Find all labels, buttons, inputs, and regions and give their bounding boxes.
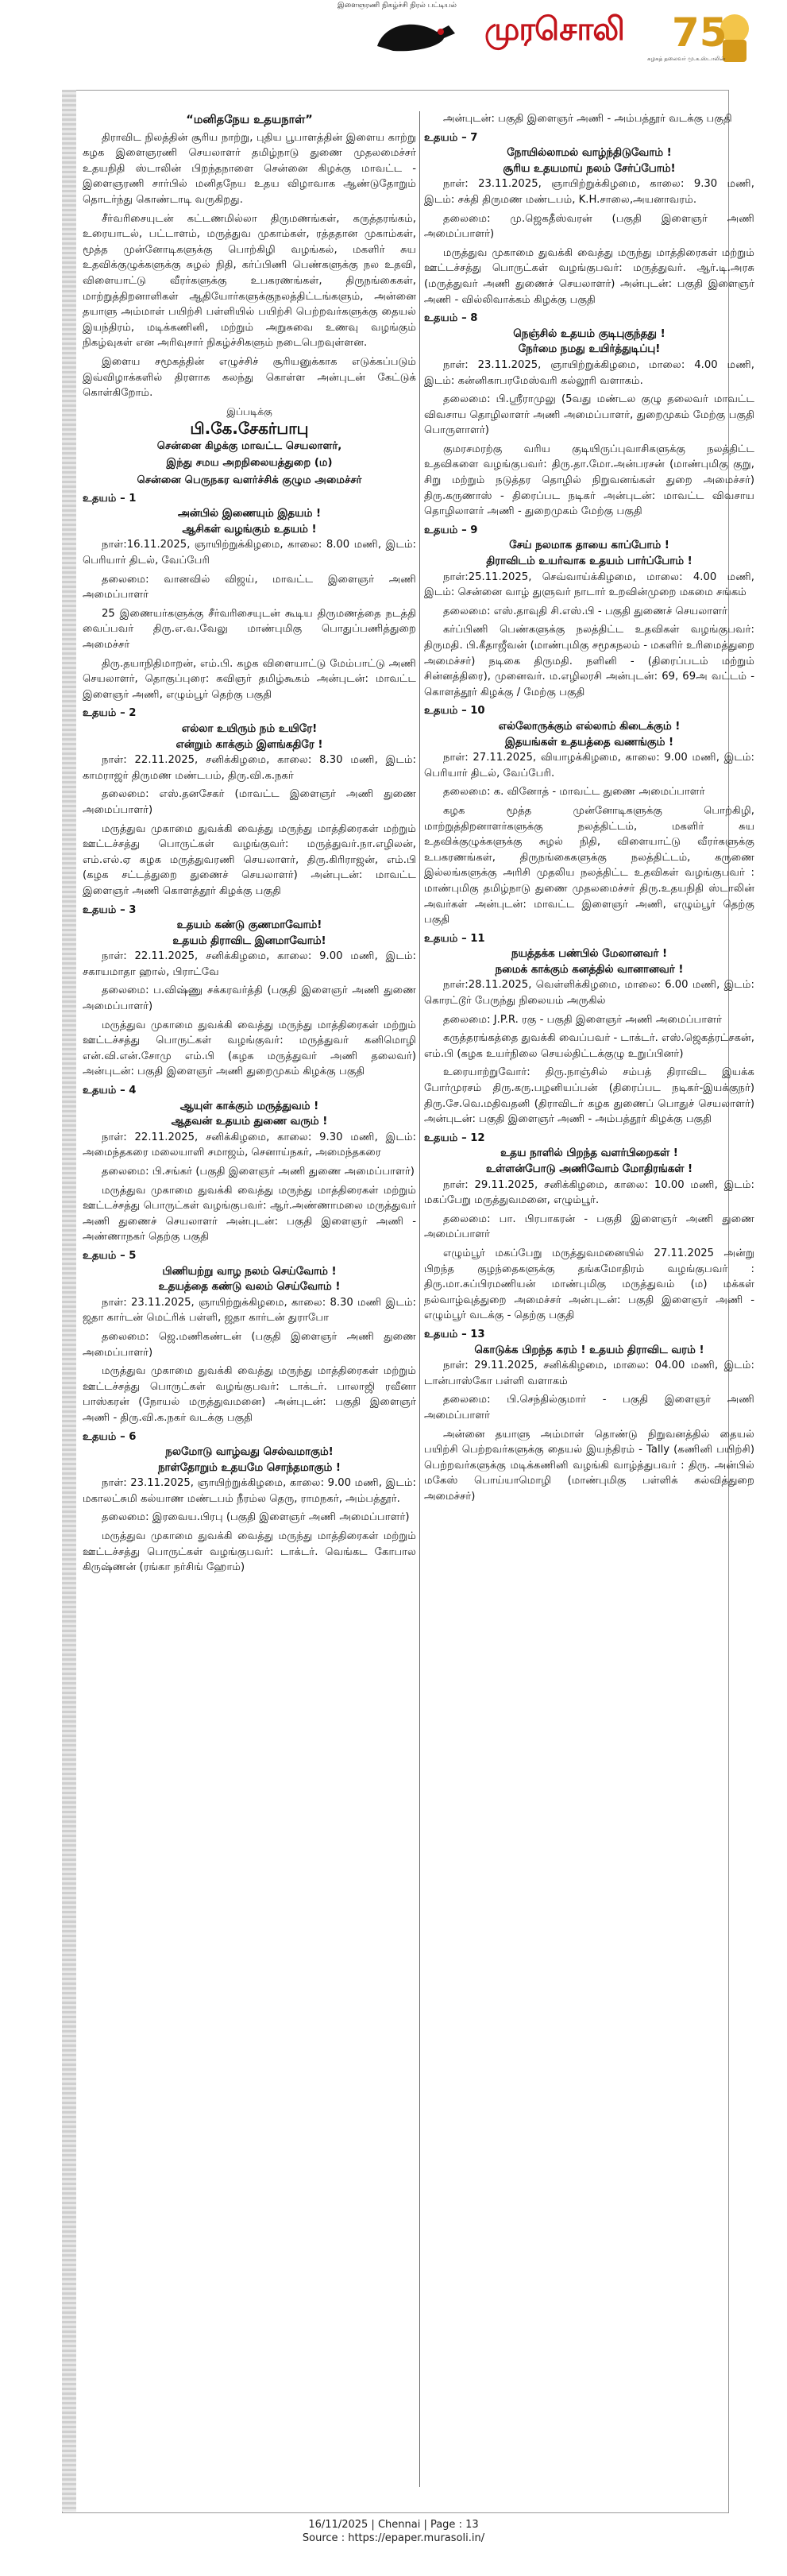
article-title: “மனிதநேய உதயநாள்” (186, 114, 313, 126)
event-slogan: உதயம் கண்டு குணமாவோம்! (176, 919, 322, 932)
event-detail: தலைமை: வானவில் விஜய், மாவட்ட இளைஞர் அணி அமைப்பாளர் (83, 573, 416, 601)
event-slogan: அன்பில் இணையும் இதயம் ! (177, 508, 322, 520)
page-footer (0, 2517, 787, 2546)
event-detail: திரு.தயாநிதிமாறன், எம்.பி. கழக விளையாட்டு மேம்பாட்டு அணி செயலாளர், தொகுப்புரை: கவிஞர் தமிழ்கூகம் அன்புடன்: மாவட்ட இளைஞர் அணி, எழும்பூர் தெற்கு பகுதி (83, 657, 416, 701)
event-heading: உதயம் – 6 (83, 1430, 137, 1443)
event-detail: நாள்: 23.11.2025, ஞாயிற்றுக்கிழமை, காலை: 9.00 மணி, இடம்: மகாலட்சுமி கல்யாண மண்டபம் நீரம்ல தெரு, ராமநகர், அம்பத்தூர். (83, 1477, 416, 1505)
event-heading: உதயம் – 8 (424, 312, 478, 325)
event-detail: 25 இணையர்களுக்கு சீர்வரிசையுடன் கூடிய திருமணத்தை நடத்தி வைப்பவர் திரு.எ.வ.வேலு மாண்புமிகு பொதுப்பணித்துறை அமைச்சர் (83, 607, 416, 651)
event-detail: கருத்தரங்கத்தை துவக்கி வைப்பவர் - டாக்டர். எஸ்.ஜெகத்ரட்சகன், எம்.பி (கழக உயர்நிலை செயல்திட்டக்குழு உறுப்பினர்) (424, 1032, 754, 1060)
event-slogan: உள்ளன்போடு அணிவோம் மோதிரங்கள் ! (485, 1163, 693, 1175)
event-slogan: நயத்தக்க பண்பில் மேலானவர் ! (511, 948, 668, 961)
intro-paragraph: திராவிட நிலத்தின் சூரிய நாற்று, புதிய பூபாளத்தின் இளைய காற்று கழக இளைஞரணி செயலாளர் தமிழ்நாடு துணை முதலமைச்சர் உதயநிதி ஸ்டாலின் பிறந்தநாளை சென்னை கிழக்கு மாவட்ட - இளைஞரணி சார்பில் மனிதநேய உதய விழாவாக ஆண்டுதோறும் தொடர்ந்து கொண்டாடி வருகிறது. (83, 131, 416, 206)
event-detail: நாள்: 22.11.2025, சனிக்கிழமை, காலை: 8.30 மணி, இடம்: காமராஜர் திருமண மண்டபம், திரு.வி.க.நகர் (83, 754, 416, 782)
event-detail: அன்னை தயாளு அம்மாள் தொண்டு நிறுவனத்தில் தையல் பயிற்சி பெற்றவர்களுக்கு தையல் இயந்திரம் - Tally (கணினி பயிற்சி) பெற்றவர்களுக்கு மடிக்கணினி வழங்கி வாழ்த்துபவர் : திரு. அன்பில் மகேஸ் பொய்யாமொழி (மாண்புமிகு பள்ளிக் கல்வித்துறை அமைச்சர்) (424, 1428, 754, 1503)
event-slogan: நமைக் காக்கும் கனத்தில் வானானவர் ! (495, 963, 684, 976)
intro-paragraph: சீர்வரிசையுடன் கட்டணமில்லா திருமணங்கள், கருத்தரங்கம், உரையாடல், பட்டாளம், மருத்துவ முகாம்கள், ரத்ததான முகாம்கள், மூத்த முன்னோடிகளுக்கு பொற்கிழி வழங்கல், மகளிர் சுய உதவிக்குழுக்களுக்கு சுழல் நிதி, கர்ப்பிணி பெண்களுக்கு நல உதவி, விளையாட்டு வீரர்களுக்கு உபகரணங்கள், திருநங்கைகள், மாற்றுத்திறனாளிகள் ஆதியோர்களுக்குநலத்திட்டங்களும், அன்னை தயாளு அம்மாள் பயிற்சி பள்ளியில் பயிற்சி பெற்றவர்களுக்கு தையல் இயந்திரம், மடிக்கணினி, மற்றும் அறுசுவை உணவு வழங்கும் நிகழ்வுகள் என அரிவுசார் நிகழ்ச்சிகளும் நடைபெறவுள்ளன. (83, 212, 416, 350)
event-slogan: கொடுக்க பிறந்த கரம் ! உதயம் திராவிட வரம் ! (474, 1344, 704, 1356)
event-detail: மருத்துவ முகாமை துவக்கி வைத்து மருந்து மாத்திரைகள் மற்றும் ஊட்டச்சத்து பொருட்கள் வழங்குபவர்: ஆர்.அண்ணாமலை மருத்துவர் அணி துணைச் செயலாளர் அன்புடன்: பகுதி இளைஞர் அணி - அண்ணாநகர் தெற்கு பகுதி (83, 1184, 416, 1244)
event-detail: அன்புடன்: பகுதி இளைஞர் அணி - அம்பத்தூர் வடக்கு பகுதி (443, 113, 732, 125)
event-detail: தலைமை: ப.விஷ்ணு சக்கரவர்த்தி (பகுதி இளைஞர் அணி துணை அமைப்பாளர்) (83, 984, 416, 1013)
event-heading: உதயம் – 2 (83, 707, 137, 720)
event-detail: தலைமை: இரவைய.பிரபு (பகுதி இளைஞர் அணி அமைப்பாளர்) (102, 1511, 410, 1524)
event-detail: நாள்: 23.11.2025, ஞாயிற்றுக்கிழமை, காலை: 8.30 மணி இடம்: ஜதா கார்டன் மெட்ரிக் பள்ளி, ஜதா கார்டன் துராபோ (83, 1296, 416, 1325)
masthead (0, 0, 787, 73)
signatory-role: சென்னை கிழக்கு மாவட்ட செயலாளர், (156, 439, 342, 452)
masthead-subtitle: கழகத் தலைவர் மு.க.ஸ்டாலின் (647, 56, 726, 62)
signatory-name: பி.கே.சேகர்பாபு (190, 419, 309, 439)
event-detail: தலைமை: மு.ஜெகதீஸ்வரன் (பகுதி இளைஞர் அணி அமைப்பாளர்) (424, 212, 754, 241)
event-detail: உரையாற்றுவோர்: திரு.நாஞ்சில் சம்பத் திராவிட இயக்க போர்முரசம் திரு.கரு.பழனியப்பன் (திரைப்பட நடிகர்-இயக்குநர்) திரு.சே.வெ.மதிவதனி (திராவிடர் கழக துணைப் பொதுச் செயலாளர்) அன்புடன்: பகுதி இளைஞர் அணி - அம்பத்தூர் கிழக்கு பகுதி (424, 1066, 754, 1126)
signatory-role: சென்னை பெருநகர வளர்ச்சிக் குழும அமைச்சர் (137, 474, 362, 487)
event-detail: கர்ப்பிணி பெண்களுக்கு நலத்திட்ட உதவிகள் வழங்குபவர்: திருமதி. பி.கீதாஜீவன் (மாண்புமிகு சமூகநலம் - மகளிர் உரிமைத்துறை அமைச்சர்) நடிகை திருமதி. நளினி - (திரைப்படம் மற்றும் சின்னத்திரை), முனைவர். ம.எழிலரசி அன்புடன்: 69, 69அ வட்டம் - கொளத்தூர் கிழக்கு / மேற்கு பகுதி (424, 624, 754, 698)
event-slogan: பிணியற்று வாழ நலம் செய்வோம் ! (162, 1265, 337, 1278)
event-slogan: ஆதவன் உதயம் துணை வரும் ! (171, 1116, 328, 1128)
event-detail: தலைமை: பி.ஸ்ரீராமுலு (5வது மண்டல குழு தலைவர் மாவட்ட விவசாய தொழிலாளர் அணி அமைப்பாளர், துறைமுகம் மேற்கு பகுதி பொருளாளர்) (424, 393, 754, 437)
event-slogan: உதய நாளில் பிறந்த வளர்பிறைகள் ! (500, 1147, 678, 1160)
event-detail: தலைமை: ஜெ.மணிகண்டன் (பகுதி இளைஞர் அணி துணை அமைப்பாளர்) (83, 1330, 416, 1359)
event-detail: கழக மூத்த முன்னோடிகளுக்கு பொற்கிழி, மாற்றுத்திறனாளர்களுக்கு நலத்திட்டம், மகளிர் சுய உதவிக்குழுக்களுக்கு சுழல் நிதி, விளையாட்டு வீரர்களுக்கு உபகரணங்கள், திருநங்கைகளுக்கு நலத்திட்டம், கருணை இல்லங்களுக்கு அரிசி முதலிய நலத்திட்ட உதவிகள் வழங்குபவர் : மாண்புமிகு தமிழ்நாடு துணை முதலமைச்சர் திரு.உதயநிதி ஸ்டாலின் அவர்கள் அன்புடன்: மாவட்ட இளைஞர் அணி, எழும்பூர் தெற்கு பகுதி (424, 804, 754, 926)
event-slogan: நோயில்லாமல் வாழ்ந்திடுவோம் ! (507, 147, 672, 160)
event-detail: தலைமை: க. வினோத் - மாவட்ட துணை அமைப்பாளர் (443, 786, 705, 799)
event-slogan: நாள்தோறும் உதயமே சொந்தமாகும் ! (157, 1461, 341, 1474)
event-detail: தலைமை: எஸ்.தனசேகர் (மாவட்ட இளைஞர் அணி துணை அமைப்பாளர்) (83, 788, 416, 816)
event-detail: நாள்:16.11.2025, ஞாயிற்றுக்கிழமை, காலை: 8.00 மணி, இடம்: பெரியார் திடல், வேப்பேரி (83, 539, 416, 567)
event-heading: உதயம் – 13 (424, 1328, 485, 1340)
event-slogan: எல்லோருக்கும் எல்லாம் கிடைக்கும் ! (498, 720, 681, 733)
event-detail: மருத்துவ முகாமை துவக்கி வைத்து மருந்து மாத்திரைகள் மற்றும் ஊட்டச்சத்து பொருட்கள் வழங்குபவர்: டாக்டர். பாலாஜி ரவீனா பாஸ்கரன் (நோயல் மருத்துவமனை) அன்புடன்: பகுதி இளைஞர் அணி - திரு.வி.க.நகர் வடக்கு பகுதி (83, 1365, 416, 1424)
page-edge (62, 90, 76, 2512)
event-slogan: திராவிடம் உயர்வாக உதயம் பார்ப்போம் ! (486, 555, 692, 568)
newspaper-title: முரசொலி (484, 11, 624, 48)
event-slogan: ஆயுள் காக்கும் மருத்துவம் ! (179, 1100, 319, 1112)
event-detail: தலைமை: எஸ்.தாவுதி சி.எஸ்.பி - பகுதி துணைச் செயலாளர் (443, 605, 727, 617)
event-detail: எழும்பூர் மகப்பேறு மருத்துவமனையில் 27.11.2025 அன்று பிறந்த குழந்தைகளுக்கு தங்கமோதிரம் வழங்குபவர் : திரு.மா.சுப்பிரமணியன் மாண்புமிகு மருத்துவம் (ம) மக்கள் நல்வாழ்வுத்துறை அமைச்சர் அன்புடன்: பகுதி இளைஞர் அணி - எழும்பூர் வடக்கு - தெற்கு பகுதி (424, 1247, 754, 1322)
event-detail: தலைமை: J.P.R. ரகு - பகுதி இளைஞர் அணி அமைப்பாளர் (443, 1013, 723, 1026)
event-slogan: நலமோடு வாழ்வது செல்வமாகும்! (165, 1446, 334, 1459)
event-slogan: நெஞ்சில் உதயம் குடிபுகுந்தது ! (513, 327, 665, 340)
footer-date-page: 16/11/2025 | Chennai | Page : 13 (308, 2519, 479, 2531)
event-slogan: என்றும் காக்கும் இளங்கதிரே ! (176, 738, 323, 751)
event-slogan: சூரிய உதயமாய் நலம் சேர்ப்போம்! (503, 162, 676, 175)
left-column (83, 111, 416, 1579)
event-detail: நாள்: 23.11.2025, ஞாயிற்றுக்கிழமை, மாலை: 4.00 மணி, இடம்: கன்னிகாபரமேஸ்வரி கல்லூரி வளாகம். (424, 358, 754, 387)
column-divider (419, 111, 420, 2487)
event-heading: உதயம் – 9 (424, 524, 478, 536)
signature-label: இப்படிக்கு (226, 405, 272, 417)
event-heading: உதயம் – 1 (83, 492, 137, 505)
event-detail: மருத்துவ முகாமை துவக்கி வைத்து மருந்து மாத்திரைகள் மற்றும் ஊட்டச்சத்து பொருட்கள் வழங்குபவர்: மருத்துவர். ஆர்.டி.அரசு (மருத்துவர் அணி துணைச் செயலாளர்) அன்புடன்: பகுதி இளைஞர் அணி - வில்லிவாக்கம் கிழக்கு பகுதி (424, 246, 754, 306)
footer-source-link[interactable]: Source : https://epaper.murasoli.in/ (302, 2532, 485, 2544)
event-heading: உதயம் – 11 (424, 932, 485, 945)
event-heading: உதயம் – 12 (424, 1131, 485, 1144)
event-detail: தலைமை: பி.சங்கர் (பகுதி இளைஞர் அணி துணை அமைப்பாளர்) (102, 1166, 415, 1178)
event-detail: நாள்: 27.11.2025, வியாழக்கிழமை, காலை: 9.00 மணி, இடம்: பெரியார் திடல், வேப்பேரி. (424, 752, 754, 779)
event-detail: குமரசமரற்கு வரிய குடியிருப்புவாசிகளுக்கு நலத்திட்ட உதவிகளை வழங்குபவர்: திரு.தா.மோ.அன்பரசன் (மாண்புமிகு குறு, சிறு மற்றும் நடுத்தர தொழில் நிறுவனங்கள் துறை அமைச்சர்) திரு.கருணாஸ் - திரைப்பட நடிகர் அன்புடன்: மாவட்ட விவசாய தொழிலாளர் அணி - துறைமுகம் மேற்கு பகுதி (424, 443, 754, 518)
event-detail: நாள்:28.11.2025, வெள்ளிக்கிழமை, மாலை: 6.00 மணி, இடம்: கொரட்டூர் பேருந்து நிலையம் அருகில் (424, 979, 754, 1008)
event-detail: தலைமை: பா. பிரபாகரன் - பகுதி இளைஞர் அணி துணை அமைப்பாளர் (424, 1213, 754, 1241)
event-detail: மருத்துவ முகாமை துவக்கி வைத்து மருந்து மாத்திரைகள் மற்றும் ஊட்டச்சத்து பொருட்கள் வழங்குவர்: மருத்துவர் கனிமொழி என்.வி.என்.சோமு எம்.பி (கழக மருத்துவர் அணி தலைவர்) அன்புடன்: பகுதி இளைஞர் அணி துறைமுகம் கிழக்கு பகுதி (83, 1019, 416, 1078)
intro-paragraph: இளைய சமூகத்தின் எழுச்சிச் சூரியனுக்காக எடுக்கப்படும் இவ்விழாக்களில் திரளாக கலந்து கொள்ள அன்புடன் கேட்டுக் கொள்கிறோம். (83, 355, 416, 400)
rooster-logo-icon (361, 14, 480, 56)
signatory-role: இந்து சமய அறநிலையத்துறை (ம) (166, 457, 333, 470)
masthead-tagline: இளைஞரணி நிகழ்ச்சி நிரல் பட்டியல் (338, 2, 457, 10)
event-detail: மருத்துவ முகாமை துவக்கி வைத்து மருந்து மாத்திரைகள் மற்றும் ஊட்டச்சத்து பொருட்கள் வழங்குபவர்: டாக்டர். வெங்கட கோபால கிருஷ்ணன் (ரங்கா நர்சிங் ஹோம்) (83, 1530, 416, 1574)
event-heading: உதயம் – 5 (83, 1249, 137, 1262)
event-slogan: சேய் நலமாக தாயை காப்போம் ! (509, 540, 669, 552)
event-heading: உதயம் – 10 (424, 705, 485, 717)
event-heading: உதயம் – 4 (83, 1085, 137, 1097)
event-slogan: உதயம் திராவிட இனமாவோம்! (172, 934, 326, 947)
event-detail: நாள்: 22.11.2025, சனிக்கிழமை, காலை: 9.00 மணி, இடம்: சகாயமாதா ஹால், பிராட்வே (83, 950, 416, 978)
right-column (424, 111, 754, 1507)
event-detail: தலைமை: பி.செந்தில்குமார் - பகுதி இளைஞர் அணி அமைப்பாளர் (424, 1394, 754, 1421)
event-detail: நாள்: 22.11.2025, சனிக்கிழமை, காலை: 9.30 மணி, இடம்: அமைந்தகரை மலையாளி சமாஜம், செனாய்நகர், அமைந்தகரை (83, 1131, 416, 1159)
event-slogan: ஆசிகள் வழங்கும் உதயம் ! (182, 523, 317, 536)
event-heading: உதயம் – 7 (424, 131, 478, 144)
event-heading: உதயம் – 3 (83, 903, 137, 916)
event-detail: நாள்: 29.11.2025, சனிக்கிழமை, மாலை: 04.00 மணி, இடம்: டான்பாஸ்கோ பள்ளி வளாகம் (424, 1360, 754, 1387)
event-detail: நாள்: 29.11.2025, சனிக்கிழமை, காலை: 10.00 மணி, இடம்: மகப்பேறு மருத்துவமனை, எழும்பூர். (424, 1178, 754, 1207)
event-detail: மருத்துவ முகாமை துவக்கி வைத்து மருந்து மாத்திரைகள் மற்றும் ஊட்டச்சத்து பொருட்கள் வழங்குவர்: மருத்துவர்.நா.எழிலன், எம்.எல்.ஏ கழக மருத்துவரணி செயலாளர், திரு.கிரிராஜன், எம்.பி (கழக சட்டத்துறை துணைச் செயலாளர்) அன்புடன்: மாவட்ட இளைஞர் அணி கொளத்தூர் கிழக்கு பகுதி (83, 822, 416, 897)
event-slogan: எல்லா உயிரும் நம் உயிரே! (181, 722, 318, 735)
event-detail: நாள்:25.11.2025, செவ்வாய்க்கிழமை, மாலை: 4.00 மணி, இடம்: சென்னை வாழ் துளுவர் நாடார் உறவின்முறை மகமை சங்கம் (424, 571, 754, 599)
event-detail: நாள்: 23.11.2025, ஞாயிற்றுக்கிழமை, காலை: 9.30 மணி, இடம்: சக்தி திருமண மண்டபம், K.H.சாலை,அயனாவரம். (424, 178, 754, 206)
event-slogan: நேர்மை நமது உயிர்த்துடிப்பு! (518, 343, 661, 356)
event-slogan: இதயங்கள் உதயத்தை வணங்கும் ! (504, 736, 674, 748)
anniversary-number: 75 (672, 10, 727, 56)
event-slogan: உதயத்தை கண்டு வலம் செய்வோம் ! (158, 1281, 341, 1294)
